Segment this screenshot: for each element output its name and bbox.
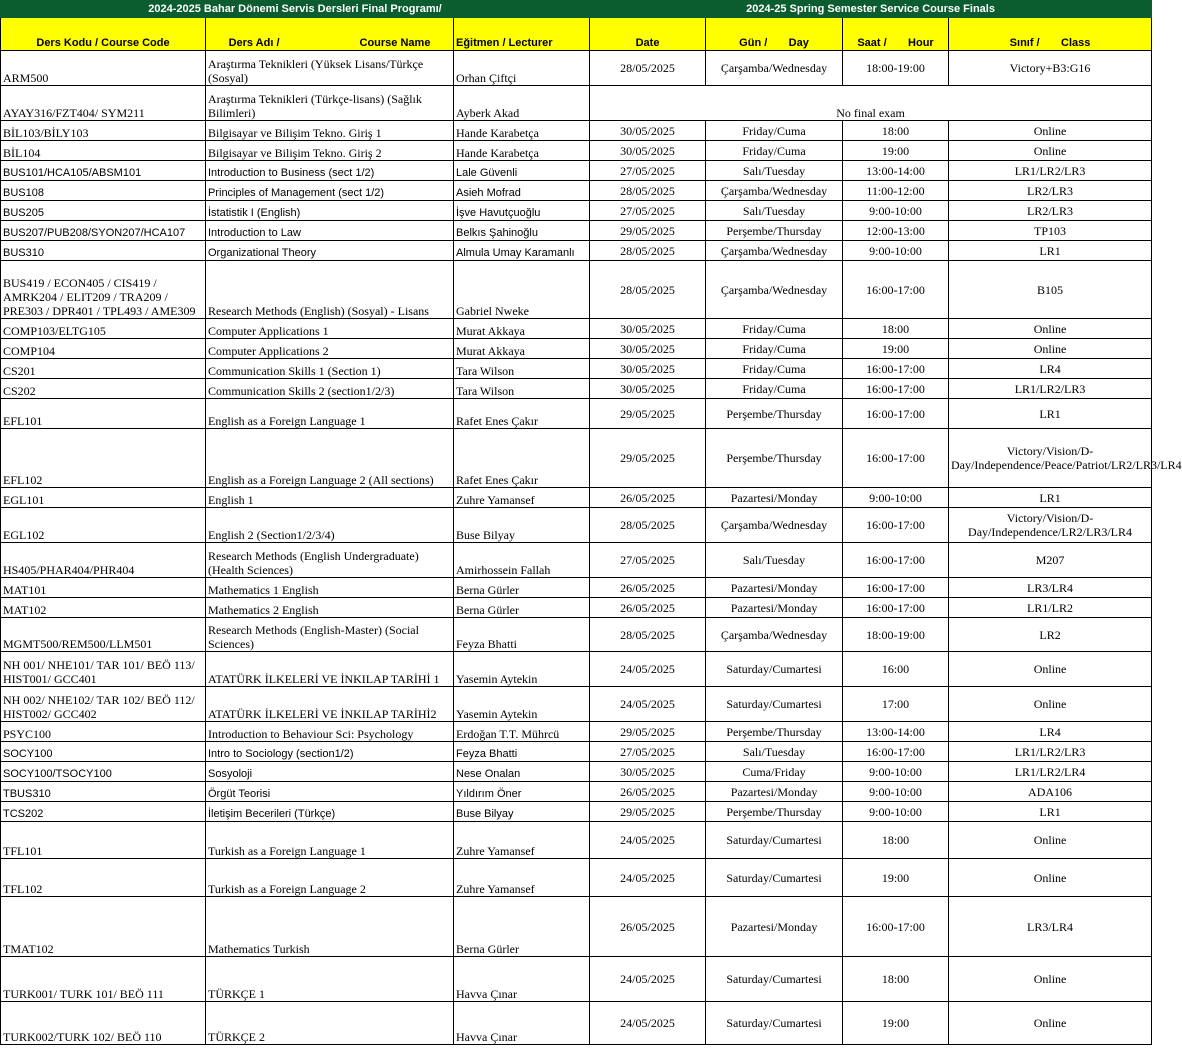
- date-cell: 28/05/2025: [590, 618, 706, 652]
- lecturer-cell: Rafet Enes Çakır: [454, 429, 590, 488]
- day-cell: Friday/Cuma: [706, 121, 843, 141]
- lecturer-cell: Feyza Bhatti: [454, 742, 590, 762]
- course-code-cell: TMAT102: [1, 897, 206, 957]
- lecturer-cell: Berna Gürler: [454, 578, 590, 598]
- hour-cell: 16:00-17:00: [843, 578, 949, 598]
- class-cell: LR1: [949, 802, 1152, 822]
- hour-cell: 13:00-14:00: [843, 161, 949, 181]
- day-cell: Pazartesi/Monday: [706, 782, 843, 802]
- class-cell: LR2/LR3: [949, 201, 1152, 221]
- date-cell: 30/05/2025: [590, 379, 706, 399]
- table-row: [1, 598, 1152, 618]
- table-row: [1, 161, 1152, 181]
- course-name-cell: Sosyoloji: [206, 762, 454, 782]
- course-name-cell: English as a Foreign Language 1: [206, 399, 454, 429]
- course-code-cell: BUS108: [1, 181, 206, 201]
- course-code-cell: BUS419 / ECON405 / CIS419 / AMRK204 / ELIT209 / TRA209 / PRE303 / DPR401 / TPL493 / AME309: [1, 261, 206, 319]
- day-cell: Friday/Cuma: [706, 339, 843, 359]
- hour-cell: 16:00-17:00: [843, 399, 949, 429]
- course-name-cell: Mathematics 2 English: [206, 598, 454, 618]
- hour-cell: 19:00: [843, 339, 949, 359]
- course-name-cell: ATATÜRK İLKELERİ VE İNKILAP TARİHİ2: [206, 687, 454, 722]
- day-cell: Perşembe/Thursday: [706, 802, 843, 822]
- lecturer-cell: Yıldırım Öner: [454, 782, 590, 802]
- lecturer-cell: Erdoğan T.T. Mührcü: [454, 722, 590, 742]
- table-row: [1, 578, 1152, 598]
- lecturer-cell: Orhan Çiftçi: [454, 51, 590, 86]
- hour-cell: 9:00-10:00: [843, 802, 949, 822]
- date-cell: 30/05/2025: [590, 319, 706, 339]
- table-row: [1, 652, 1152, 687]
- class-cell: B105: [949, 261, 1152, 319]
- class-cell: LR2: [949, 618, 1152, 652]
- course-code-cell: BUS205: [1, 201, 206, 221]
- hour-cell: 9:00-10:00: [843, 782, 949, 802]
- course-name-cell: İstatistik I (English): [206, 201, 454, 221]
- class-cell: M207: [949, 543, 1152, 578]
- lecturer-cell: İşve Havutçuoğlu: [454, 201, 590, 221]
- course-code-cell: BİL104: [1, 141, 206, 161]
- lecturer-cell: Berna Gürler: [454, 897, 590, 957]
- course-code-cell: TURK001/ TURK 101/ BEÖ 111: [1, 957, 206, 1002]
- lecturer-cell: Rafet Enes Çakır: [454, 399, 590, 429]
- course-name-cell: Principles of Management (sect 1/2): [206, 181, 454, 201]
- date-cell: 30/05/2025: [590, 359, 706, 379]
- course-name-cell: TÜRKÇE 2: [206, 1002, 454, 1045]
- hour-cell: 18:00: [843, 319, 949, 339]
- table-row: [1, 957, 1152, 1002]
- table-row: [1, 508, 1152, 543]
- day-cell: Pazartesi/Monday: [706, 897, 843, 957]
- day-cell: Saturday/Cumartesi: [706, 652, 843, 687]
- day-cell: Perşembe/Thursday: [706, 221, 843, 241]
- table-row: [1, 121, 1152, 141]
- class-cell: LR3/LR4: [949, 578, 1152, 598]
- course-name-cell: Mathematics 1 English: [206, 578, 454, 598]
- course-code-cell: EFL102: [1, 429, 206, 488]
- title-turkish: 2024-2025 Bahar Dönemi Servis Dersleri Final Programı/: [1, 1, 590, 18]
- course-name-cell: Computer Applications 2: [206, 339, 454, 359]
- date-cell: 28/05/2025: [590, 261, 706, 319]
- day-cell: Saturday/Cumartesi: [706, 687, 843, 722]
- header-row: [1, 18, 1152, 51]
- table-row: [1, 802, 1152, 822]
- date-cell: 29/05/2025: [590, 221, 706, 241]
- course-name-cell: Bilgisayar ve Bilişim Tekno. Giriş 2: [206, 141, 454, 161]
- header-course-name-en: Course Name: [359, 37, 431, 49]
- course-name-cell: Research Methods (English-Master) (Social Sciences): [206, 618, 454, 652]
- class-cell: LR1: [949, 241, 1152, 261]
- header-course-code: Ders Kodu / Course Code: [1, 18, 206, 51]
- table-row: [1, 379, 1152, 399]
- hour-cell: 16:00-17:00: [843, 598, 949, 618]
- class-cell: Online: [949, 1002, 1152, 1045]
- lecturer-cell: Zuhre Yamansef: [454, 488, 590, 508]
- table-row: [1, 141, 1152, 161]
- table-row: [1, 241, 1152, 261]
- lecturer-cell: Belkıs Şahinoğlu: [454, 221, 590, 241]
- day-cell: Friday/Cuma: [706, 379, 843, 399]
- course-name-cell: ATATÜRK İLKELERİ VE İNKILAP TARİHİ 1: [206, 652, 454, 687]
- header-class: Sınıf / Class: [949, 18, 1152, 51]
- table-row: [1, 618, 1152, 652]
- class-cell: Online: [949, 319, 1152, 339]
- course-code-cell: AYAY316/FZT404/ SYM211: [1, 86, 206, 121]
- date-cell: 28/05/2025: [590, 51, 706, 86]
- course-name-cell: Research Methods (English) (Sosyal) - Lisans: [206, 261, 454, 319]
- day-cell: Salı/Tuesday: [706, 201, 843, 221]
- class-cell: LR1/LR2/LR3: [949, 161, 1152, 181]
- date-cell: 24/05/2025: [590, 687, 706, 722]
- class-cell: LR1/LR2/LR3: [949, 742, 1152, 762]
- table-row: [1, 762, 1152, 782]
- date-cell: 24/05/2025: [590, 652, 706, 687]
- hour-cell: 16:00-17:00: [843, 508, 949, 543]
- lecturer-cell: Yasemin Aytekin: [454, 687, 590, 722]
- course-name-cell: Introduction to Business (sect 1/2): [206, 161, 454, 181]
- course-name-cell: Communication Skills 2 (section1/2/3): [206, 379, 454, 399]
- date-cell: 24/05/2025: [590, 859, 706, 897]
- lecturer-cell: Murat Akkaya: [454, 319, 590, 339]
- date-cell: 26/05/2025: [590, 897, 706, 957]
- day-cell: Saturday/Cumartesi: [706, 822, 843, 859]
- header-course-name-tr: Ders Adı /: [228, 37, 280, 49]
- lecturer-cell: Yasemin Aytekin: [454, 652, 590, 687]
- date-cell: 27/05/2025: [590, 742, 706, 762]
- date-cell: 26/05/2025: [590, 598, 706, 618]
- course-code-cell: CS201: [1, 359, 206, 379]
- class-cell: LR1/LR2/LR3: [949, 379, 1152, 399]
- date-cell: 29/05/2025: [590, 429, 706, 488]
- class-cell: Online: [949, 957, 1152, 1002]
- table-row: [1, 742, 1152, 762]
- course-code-cell: TFL101: [1, 822, 206, 859]
- hour-cell: 16:00-17:00: [843, 742, 949, 762]
- hour-cell: 19:00: [843, 859, 949, 897]
- table-row: [1, 339, 1152, 359]
- course-code-cell: NH 002/ NHE102/ TAR 102/ BEÖ 112/ HIST002/ GCC402: [1, 687, 206, 722]
- lecturer-cell: Asieh Mofrad: [454, 181, 590, 201]
- date-cell: 29/05/2025: [590, 722, 706, 742]
- day-cell: Friday/Cuma: [706, 141, 843, 161]
- class-cell: LR1: [949, 399, 1152, 429]
- hour-cell: 18:00: [843, 121, 949, 141]
- day-cell: Çarşamba/Wednesday: [706, 618, 843, 652]
- course-name-cell: English 2 (Section1/2/3/4): [206, 508, 454, 543]
- course-name-cell: Mathematics Turkish: [206, 897, 454, 957]
- table-row: [1, 201, 1152, 221]
- date-cell: 26/05/2025: [590, 488, 706, 508]
- table-row: [1, 221, 1152, 241]
- course-code-cell: NH 001/ NHE101/ TAR 101/ BEÖ 113/ HIST001/ GCC401: [1, 652, 206, 687]
- day-cell: Pazartesi/Monday: [706, 578, 843, 598]
- lecturer-cell: Tara Wilson: [454, 359, 590, 379]
- course-name-cell: Introduction to Behaviour Sci: Psychology: [206, 722, 454, 742]
- lecturer-cell: Murat Akkaya: [454, 339, 590, 359]
- course-name-cell: İletişim Becerileri (Türkçe): [206, 802, 454, 822]
- class-cell: Online: [949, 652, 1152, 687]
- course-code-cell: EFL101: [1, 399, 206, 429]
- lecturer-cell: Havva Çınar: [454, 1002, 590, 1045]
- course-code-cell: ARM500: [1, 51, 206, 86]
- lecturer-cell: Hande Karabetça: [454, 121, 590, 141]
- no-final-note: No final exam: [590, 86, 1152, 121]
- class-cell: ADA106: [949, 782, 1152, 802]
- lecturer-cell: Tara Wilson: [454, 379, 590, 399]
- hour-cell: 12:00-13:00: [843, 221, 949, 241]
- hour-cell: 9:00-10:00: [843, 488, 949, 508]
- hour-cell: 16:00: [843, 652, 949, 687]
- hour-cell: 19:00: [843, 141, 949, 161]
- day-cell: Cuma/Friday: [706, 762, 843, 782]
- course-name-cell: Organizational Theory: [206, 241, 454, 261]
- date-cell: 24/05/2025: [590, 957, 706, 1002]
- hour-cell: 16:00-17:00: [843, 261, 949, 319]
- date-cell: 30/05/2025: [590, 141, 706, 161]
- class-cell: Victory/Vision/D-Day/Independence/Peace/Patriot/LR2/LR3/LR4: [949, 429, 1152, 488]
- table-row: [1, 429, 1152, 488]
- date-cell: 30/05/2025: [590, 121, 706, 141]
- header-hour: Saat / Hour: [843, 18, 949, 51]
- date-cell: 28/05/2025: [590, 508, 706, 543]
- title-english: 2024-25 Spring Semester Service Course Finals: [590, 1, 1152, 18]
- class-cell: Online: [949, 339, 1152, 359]
- date-cell: 24/05/2025: [590, 1002, 706, 1045]
- lecturer-cell: Feyza Bhatti: [454, 618, 590, 652]
- lecturer-cell: Hande Karabetça: [454, 141, 590, 161]
- header-day: Gün / Day: [706, 18, 843, 51]
- class-cell: LR4: [949, 722, 1152, 742]
- lecturer-cell: Almula Umay Karamanlı: [454, 241, 590, 261]
- hour-cell: 19:00: [843, 1002, 949, 1045]
- table-row: [1, 399, 1152, 429]
- date-cell: 29/05/2025: [590, 802, 706, 822]
- class-cell: Victory/Vision/D-Day/Independence/LR2/LR3/LR4: [949, 508, 1152, 543]
- table-row: [1, 543, 1152, 578]
- lecturer-cell: Zuhre Yamansef: [454, 822, 590, 859]
- hour-cell: 9:00-10:00: [843, 241, 949, 261]
- table-row: [1, 687, 1152, 722]
- course-code-cell: EGL102: [1, 508, 206, 543]
- date-cell: 26/05/2025: [590, 782, 706, 802]
- date-cell: 24/05/2025: [590, 822, 706, 859]
- class-cell: Victory+B3:G16: [949, 51, 1152, 86]
- course-code-cell: HS405/PHAR404/PHR404: [1, 543, 206, 578]
- day-cell: Friday/Cuma: [706, 359, 843, 379]
- day-cell: Salı/Tuesday: [706, 543, 843, 578]
- day-cell: Perşembe/Thursday: [706, 429, 843, 488]
- course-code-cell: MAT102: [1, 598, 206, 618]
- table-row: [1, 1002, 1152, 1045]
- course-code-cell: COMP104: [1, 339, 206, 359]
- course-name-cell: Bilgisayar ve Bilişim Tekno. Giriş 1: [206, 121, 454, 141]
- header-lecturer: Eğitmen / Lecturer: [454, 18, 590, 51]
- hour-cell: 16:00-17:00: [843, 359, 949, 379]
- header-date: Date: [590, 18, 706, 51]
- class-cell: LR1/LR2: [949, 598, 1152, 618]
- table-row: [1, 822, 1152, 859]
- hour-cell: 16:00-17:00: [843, 429, 949, 488]
- course-name-cell: Intro to Sociology (section1/2): [206, 742, 454, 762]
- date-cell: 27/05/2025: [590, 161, 706, 181]
- course-name-cell: Araştırma Teknikleri (Yüksek Lisans/Türkçe (Sosyal): [206, 51, 454, 86]
- table-row: [1, 51, 1152, 86]
- hour-cell: 18:00-19:00: [843, 51, 949, 86]
- course-code-cell: CS202: [1, 379, 206, 399]
- title-row: [1, 1, 1152, 18]
- class-cell: Online: [949, 859, 1152, 897]
- lecturer-cell: Havva Çınar: [454, 957, 590, 1002]
- table-row: [1, 261, 1152, 319]
- course-name-cell: Computer Applications 1: [206, 319, 454, 339]
- day-cell: Perşembe/Thursday: [706, 722, 843, 742]
- hour-cell: 17:00: [843, 687, 949, 722]
- class-cell: LR3/LR4: [949, 897, 1152, 957]
- day-cell: Saturday/Cumartesi: [706, 957, 843, 1002]
- day-cell: Salı/Tuesday: [706, 161, 843, 181]
- hour-cell: 9:00-10:00: [843, 201, 949, 221]
- day-cell: Friday/Cuma: [706, 319, 843, 339]
- day-cell: Çarşamba/Wednesday: [706, 51, 843, 86]
- class-cell: LR1/LR2/LR4: [949, 762, 1152, 782]
- hour-cell: 18:00: [843, 957, 949, 1002]
- date-cell: 29/05/2025: [590, 399, 706, 429]
- course-code-cell: SOCY100/TSOCY100: [1, 762, 206, 782]
- class-cell: LR4: [949, 359, 1152, 379]
- date-cell: 26/05/2025: [590, 578, 706, 598]
- class-cell: Online: [949, 822, 1152, 859]
- table-row: [1, 181, 1152, 201]
- class-cell: Online: [949, 687, 1152, 722]
- lecturer-cell: Berna Gürler: [454, 598, 590, 618]
- day-cell: Çarşamba/Wednesday: [706, 181, 843, 201]
- hour-cell: 13:00-14:00: [843, 722, 949, 742]
- date-cell: 30/05/2025: [590, 339, 706, 359]
- day-cell: Pazartesi/Monday: [706, 488, 843, 508]
- hour-cell: 11:00-12:00: [843, 181, 949, 201]
- hour-cell: 16:00-17:00: [843, 897, 949, 957]
- lecturer-cell: Buse Bilyay: [454, 802, 590, 822]
- class-cell: TP103: [949, 221, 1152, 241]
- course-code-cell: TCS202: [1, 802, 206, 822]
- course-code-cell: TFL102: [1, 859, 206, 897]
- day-cell: Çarşamba/Wednesday: [706, 241, 843, 261]
- course-name-cell: English as a Foreign Language 2 (All sections): [206, 429, 454, 488]
- course-code-cell: BUS207/PUB208/SYON207/HCA107: [1, 221, 206, 241]
- lecturer-cell: Nese Onalan: [454, 762, 590, 782]
- course-code-cell: BUS101/HCA105/ABSM101: [1, 161, 206, 181]
- hour-cell: 16:00-17:00: [843, 379, 949, 399]
- day-cell: Saturday/Cumartesi: [706, 859, 843, 897]
- hour-cell: 16:00-17:00: [843, 543, 949, 578]
- table-row: [1, 722, 1152, 742]
- course-code-cell: PSYC100: [1, 722, 206, 742]
- table-row: [1, 782, 1152, 802]
- date-cell: 27/05/2025: [590, 543, 706, 578]
- day-cell: Perşembe/Thursday: [706, 399, 843, 429]
- day-cell: Salı/Tuesday: [706, 742, 843, 762]
- lecturer-cell: Lale Güvenli: [454, 161, 590, 181]
- course-name-cell: Turkish as a Foreign Language 1: [206, 822, 454, 859]
- class-cell: Online: [949, 121, 1152, 141]
- table-row: [1, 859, 1152, 897]
- course-code-cell: MGMT500/REM500/LLM501: [1, 618, 206, 652]
- lecturer-cell: Buse Bilyay: [454, 508, 590, 543]
- day-cell: Çarşamba/Wednesday: [706, 261, 843, 319]
- hour-cell: 18:00-19:00: [843, 618, 949, 652]
- course-name-cell: English 1: [206, 488, 454, 508]
- course-code-cell: SOCY100: [1, 742, 206, 762]
- class-cell: LR1: [949, 488, 1152, 508]
- table-row: [1, 359, 1152, 379]
- date-cell: 28/05/2025: [590, 241, 706, 261]
- course-name-cell: Turkish as a Foreign Language 2: [206, 859, 454, 897]
- date-cell: 30/05/2025: [590, 762, 706, 782]
- course-name-cell: Örgüt Teorisi: [206, 782, 454, 802]
- course-name-cell: Araştırma Teknikleri (Türkçe-lisans) (Sağlık Bilimleri): [206, 86, 454, 121]
- day-cell: Pazartesi/Monday: [706, 598, 843, 618]
- header-course-name: [206, 18, 454, 51]
- lecturer-cell: Zuhre Yamansef: [454, 859, 590, 897]
- course-name-cell: TÜRKÇE 1: [206, 957, 454, 1002]
- course-code-cell: BUS310: [1, 241, 206, 261]
- course-name-cell: Introduction to Law: [206, 221, 454, 241]
- course-name-cell: Research Methods (English Undergraduate) (Health Sciences): [206, 543, 454, 578]
- table-row: [1, 488, 1152, 508]
- hour-cell: 9:00-10:00: [843, 762, 949, 782]
- hour-cell: 18:00: [843, 822, 949, 859]
- course-code-cell: TBUS310: [1, 782, 206, 802]
- class-cell: LR2/LR3: [949, 181, 1152, 201]
- day-cell: Çarşamba/Wednesday: [706, 508, 843, 543]
- lecturer-cell: Amirhossein Fallah: [454, 543, 590, 578]
- lecturer-cell: Gabriel Nweke: [454, 261, 590, 319]
- date-cell: 27/05/2025: [590, 201, 706, 221]
- day-cell: Saturday/Cumartesi: [706, 1002, 843, 1045]
- table-row: [1, 319, 1152, 339]
- table-row: [1, 897, 1152, 957]
- class-cell: Online: [949, 141, 1152, 161]
- course-code-cell: EGL101: [1, 488, 206, 508]
- course-code-cell: MAT101: [1, 578, 206, 598]
- course-code-cell: TURK002/TURK 102/ BEÖ 110: [1, 1002, 206, 1045]
- date-cell: 28/05/2025: [590, 181, 706, 201]
- lecturer-cell: Ayberk Akad: [454, 86, 590, 121]
- table-row: [1, 86, 1152, 121]
- course-code-cell: BİL103/BİLY103: [1, 121, 206, 141]
- course-code-cell: COMP103/ELTG105: [1, 319, 206, 339]
- course-name-cell: Communication Skills 1 (Section 1): [206, 359, 454, 379]
